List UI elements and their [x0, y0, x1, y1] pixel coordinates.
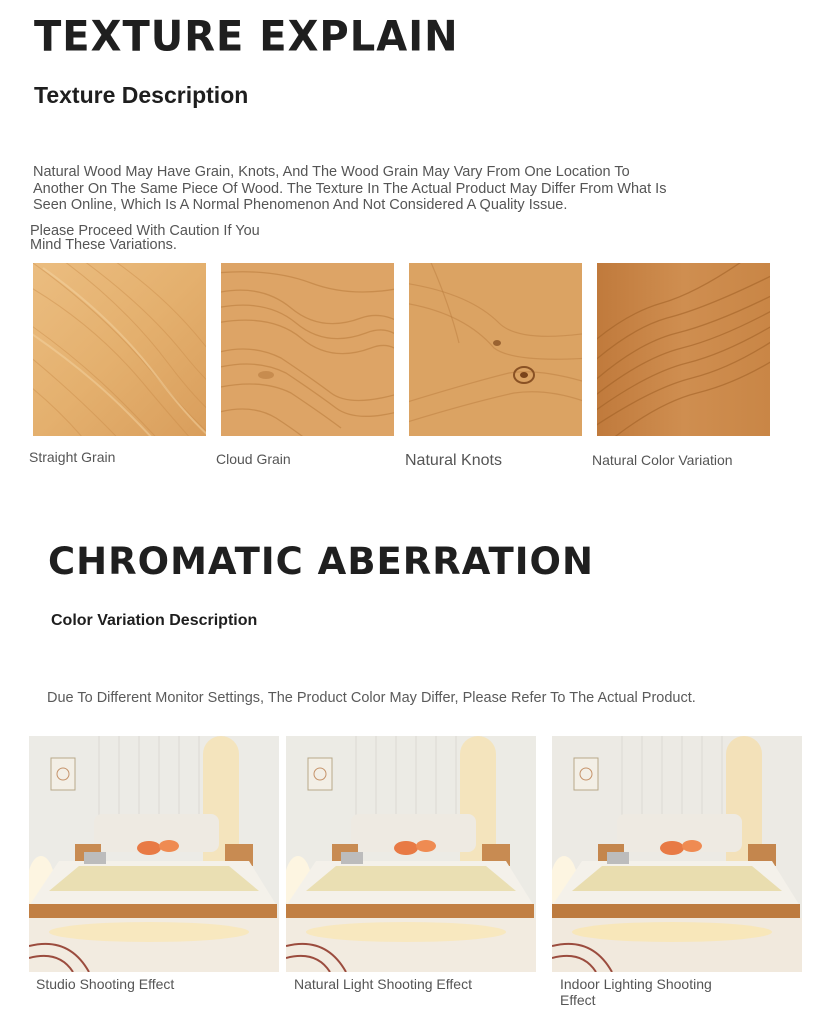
texture-description-paragraph: Natural Wood May Have Grain, Knots, And The Wood Grain May Vary From One Location To Another On The Same Piece Of Wood. The Texture In The Actual Product May Differ From What Is Seen Online, Which Is A Normal Phenomenon And Not Considered A Quality Issue. — [33, 164, 667, 213]
color-variation-heading: Color Variation Description — [51, 612, 258, 629]
natural-color-variation-image — [597, 263, 770, 436]
texture-description-heading: Texture Description — [34, 82, 249, 108]
indoor-lighting-shooting-photo — [552, 736, 802, 972]
indoor-lighting-shooting-caption: Indoor Lighting Shooting Effect — [560, 976, 712, 1008]
natural-light-shooting-photo — [286, 736, 536, 972]
color-variation-paragraph: Due To Different Monitor Settings, The Product Color May Differ, Please Refer To The Actual Product. — [47, 690, 696, 706]
natural-color-variation-caption: Natural Color Variation — [592, 452, 733, 468]
cloud-grain-image — [221, 263, 394, 436]
natural-light-shooting-caption: Natural Light Shooting Effect — [294, 976, 472, 992]
texture-section-title: TEXTURE EXPLAIN — [34, 12, 459, 62]
studio-shooting-photo — [29, 736, 279, 972]
cloud-grain-caption: Cloud Grain — [216, 451, 291, 467]
straight-grain-caption: Straight Grain — [29, 449, 116, 465]
natural-knots-caption: Natural Knots — [405, 452, 502, 469]
studio-shooting-caption: Studio Shooting Effect — [36, 976, 175, 992]
straight-grain-image — [33, 263, 206, 436]
chromatic-section-title: CHROMATIC ABERRATION — [48, 540, 594, 583]
caution-note: Please Proceed With Caution If You Mind These Variations. — [30, 223, 260, 253]
natural-knots-image — [409, 263, 582, 436]
